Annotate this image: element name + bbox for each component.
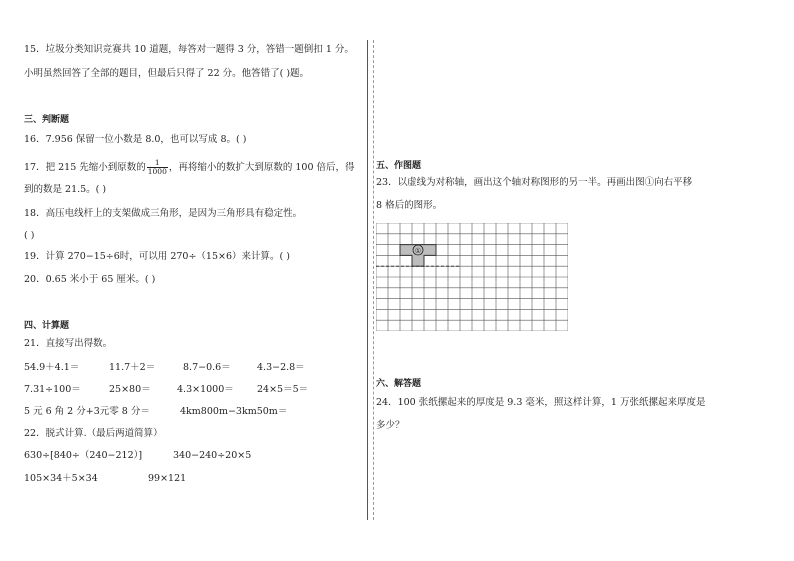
column-divider-dashed — [373, 40, 374, 520]
q17-text-b: ，再将缩小的数扩大到原数的 100 倍后，得 — [168, 162, 355, 173]
q15-line2: 小明虽然回答了全部的题目，但最后只得了 22 分。他答错了( )题。 — [24, 68, 310, 79]
q16: 16．7.956 保留一位小数是 8.0，也可以写成 8。( ) — [24, 134, 247, 145]
q18-answer-paren: ( ) — [24, 230, 35, 241]
q17-fraction-numerator: 1 — [147, 159, 168, 168]
q17-fraction-denominator: 1000 — [147, 167, 167, 176]
q17-line2: 到的数是 21.5。( ) — [24, 184, 107, 195]
q17-fraction — [147, 159, 168, 176]
q17-line1 — [24, 159, 355, 176]
calc-item: 5 元 6 角 2 分+3元零 8 分＝ — [24, 406, 150, 417]
calc-item: 11.7＋2＝ — [109, 362, 156, 373]
calc-item: 54.9＋4.1＝ — [24, 362, 80, 373]
calc-item: 25×80＝ — [109, 384, 151, 395]
calc-item: 99×121 — [148, 473, 187, 484]
q21: 21．直接写出得数。 — [24, 338, 113, 349]
calc-item: 4.3×1000＝ — [177, 384, 234, 395]
q19: 19．计算 270−15÷6时，可以用 270÷（15×6）来计算。( ) — [24, 251, 290, 262]
grid-lines — [376, 223, 568, 331]
q20: 20．0.65 米小于 65 厘米。( ) — [24, 274, 156, 285]
calc-item: 105×34＋5×34 — [24, 473, 98, 484]
q24-line2: 多少？ — [376, 420, 405, 431]
q22: 22．脱式计算.（最后两道简算） — [24, 428, 163, 439]
section5-heading: 五、作图题 — [376, 161, 422, 171]
calc-item: 630÷[840÷（240−212）] — [24, 450, 143, 461]
q23-line1: 23．以虚线为对称轴，画出这个轴对称图形的另一半。再画出图①向右平移 — [376, 177, 693, 188]
grid-svg — [376, 223, 568, 331]
column-divider — [367, 40, 368, 520]
calc-item: 24×5＝5＝ — [257, 384, 309, 395]
q15-line1: 15．垃圾分类知识竞赛共 10 道题，每答对一题得 3 分，答错一题倒扣 1 分。 — [24, 44, 354, 55]
calc-item: 4.3−2.8＝ — [257, 362, 305, 373]
calc-item: 8.7−0.6＝ — [183, 362, 231, 373]
calc-item: 4km800m−3km50m＝ — [180, 406, 288, 417]
section6-heading: 六、解答题 — [376, 379, 422, 389]
drawing-grid[interactable] — [376, 223, 568, 334]
section4-heading: 四、计算题 — [24, 321, 70, 331]
calc-item: 7.31÷100＝ — [24, 384, 81, 395]
q23-line2: 8 格后的图形。 — [376, 200, 443, 211]
calc-item: 340−240÷20×5 — [173, 450, 252, 461]
q17-text-a: 17．把 215 先缩小到原数的 — [24, 162, 146, 173]
q24-line1: 24．100 张纸摞起来的厚度是 9.3 毫米，照这样计算，1 万张纸摞起来厚度是 — [376, 397, 706, 408]
q18: 18．高压电线杆上的支架做成三角形，是因为三角形具有稳定性。 — [24, 208, 303, 219]
section3-heading: 三、判断题 — [24, 115, 70, 125]
figure-label: ① — [414, 247, 422, 255]
